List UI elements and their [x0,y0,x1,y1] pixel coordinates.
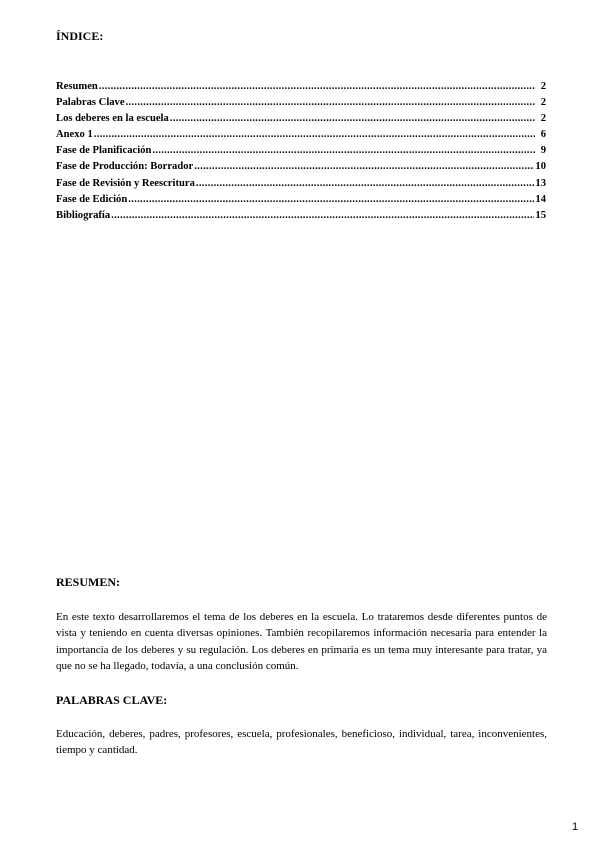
toc-dot-leader [196,176,535,192]
toc-entry-page: 6 [540,129,546,141]
toc-dot-leader [152,143,535,159]
toc-entry-planificacion[interactable] [56,143,546,159]
toc-entry-title: Palabras Clave [56,97,125,109]
toc-entry-revision[interactable] [56,176,546,192]
table-of-contents [56,79,546,224]
toc-entry-page: 2 [540,97,546,109]
toc-entry-deberes-escuela[interactable] [56,111,546,127]
toc-entry-page: 2 [540,81,546,92]
toc-entry-page: 14 [535,193,546,205]
toc-entry-page: 10 [535,161,546,173]
toc-dot-leader [111,208,534,224]
toc-entry-edicion[interactable] [56,192,546,208]
toc-entry-resumen[interactable] [56,79,546,95]
page-number: 1 [572,821,579,833]
toc-entry-title: Fase de Producción: Borrador [56,161,194,173]
toc-entry-palabras-clave[interactable] [56,95,546,111]
toc-heading: ÍNDICE: [56,29,104,43]
toc-entry-bibliografia[interactable] [56,208,546,224]
toc-dot-leader [99,79,535,95]
toc-entry-page: 2 [540,113,546,125]
toc-entry-title: Los deberes en la escuela [56,113,169,125]
palabras-clave-heading: PALABRAS CLAVE: [56,693,168,707]
toc-entry-title: Anexo 1 [56,129,93,141]
toc-entry-title: Fase de Edición [56,193,128,205]
toc-entry-title: Fase de Planificación [56,145,152,157]
toc-entry-title: Fase de Revisión y Reescritura [56,177,195,189]
toc-entry-title: Bibliografía [56,209,111,221]
toc-dot-leader [194,159,534,175]
resumen-paragraph: En este texto desarrollaremos el tema de los deberes en la escuela. Lo trataremos desde diferentes puntos de vista y teniendo en cuenta diversas opiniones. También recopilaremos información necesaria para entender la importancia de los deberes y su regulación. Los deberes en primaria es un tema muy interesante para tratar, ya que no se ha llegado, todavía, a una conclusión común. [56,611,547,672]
palabras-clave-paragraph: Educación, deberes, padres, profesores, escuela, profesionales, beneficioso, individual, tarea, inconvenientes, tiempo y cantidad. [56,728,547,757]
toc-dot-leader [128,192,534,208]
resumen-heading: RESUMEN: [56,575,121,589]
toc-entry-anexo-1[interactable] [56,127,546,143]
toc-entry-page: 9 [540,145,546,157]
toc-dot-leader [94,127,535,143]
toc-dot-leader [170,111,535,127]
toc-entry-page: 15 [535,209,546,221]
toc-dot-leader [126,95,535,111]
toc-entry-produccion[interactable] [56,159,546,175]
toc-entry-page: 13 [535,177,546,189]
toc-entry-title: Resumen [56,81,98,92]
